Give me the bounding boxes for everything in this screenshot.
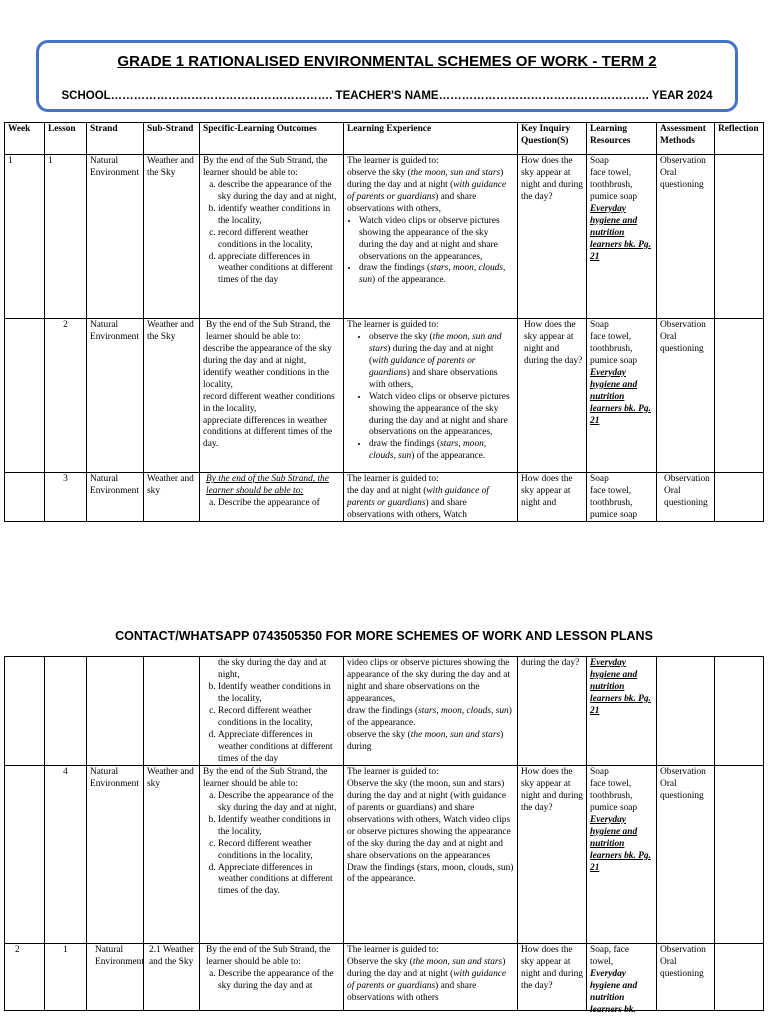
experience-text: Observe the sky (the moon, sun and stars) during the day and at night (with guidance of parents or guardians) and share observations with others [347,956,507,1003]
resources-cell [587,473,657,522]
outcome-item: b. identify weather conditions in the locality, [218,204,340,228]
experience-text: draw the findings (stars, moon, clouds, sun) of the appearance. [347,705,512,728]
outcome-item: b. Identify weather conditions in the locality, [218,682,340,706]
strand-cell: Natural Environment [87,944,144,1011]
document-title: GRADE 1 RATIONALISED ENVIRONMENTAL SCHEMES OF WORK - TERM 2 [117,53,657,70]
outcomes-intro: By the end of the Sub Strand, the learner should be able to: [206,320,331,342]
experience-list [347,216,514,288]
resources-text: Soap face towel, toothbrush, pumice soap [590,474,638,520]
scheme-table-page1 [4,122,764,522]
assessment-cell: Observation Oral questioning [657,155,715,319]
resources-book: Everyday hygiene and nutrition learners bk. Pg. 21 [590,814,651,873]
scheme-table-page2 [4,656,764,1015]
assessment-cell: Observation Oral questioning [657,319,715,473]
outcomes-intro: By the end of the Sub Strand, the learner should be able to: [203,156,328,178]
contact-banner: CONTACT/WHATSAPP 0743505350 FOR MORE SCHEMES OF WORK AND LESSON PLANS [115,629,653,643]
assessment-cell: Observation Oral questioning [657,766,715,944]
table-row [5,473,764,522]
table-row [5,319,764,473]
outcome-item: a. Describe the appearance of the sky during the day and at night, [218,791,340,815]
outcome-line: the sky during the day and at night, [218,658,327,680]
outcomes-list [203,180,340,287]
lesson-cell: 4 [45,766,87,944]
strand-cell [87,657,144,766]
strand-cell: Natural Environment [87,319,144,473]
week-cell: 2 [5,944,45,1011]
outcome-line: appreciate differences in weather conditions at different times of the day. [203,415,333,450]
resources-cell [587,657,657,766]
experience-text: video clips or observe pictures showing the appearance of the sky during the day and at night and share observations on the appearances, [347,658,510,704]
col-assessment: Assessment Methods [657,123,715,155]
experience-item: • Watch video clips or observe pictures showing the appearance of the sky during the day and at night and share observations on the appearances, [359,216,514,264]
assessment-cell [657,473,715,522]
week-cell [5,657,45,766]
week-cell [5,766,45,944]
lesson-cell: 2 [45,319,87,473]
resources-book: Everyday hygiene and nutrition learners bk. Pg. 21 [590,203,651,262]
strand-cell: Natural Environment [87,473,144,522]
experience-item: • Watch video clips or observe pictures showing the appearance of the sky during the day and at night and share observations on the appearances, [369,392,514,440]
learning-experience-cell [344,155,518,319]
outcome-line: describe the appearance of the sky during the day and at night, [203,343,332,366]
experience-item: • draw the findings (stars, moon, clouds, sun) of the appearance. [359,263,514,287]
resources-text: Soap face towel, toothbrush, pumice soap [590,767,638,813]
outcomes-cell [200,657,344,766]
assessment-cell [657,944,715,1011]
col-reflection: Reflection [715,123,764,155]
outcomes-cell [200,766,344,944]
assessment-text: Observation Oral questioning [664,474,710,508]
experience-text: observe the sky (the moon, sun and stars) during [347,729,504,752]
learning-experience-cell [344,944,518,1011]
outcome-item: c. record different weather conditions in the locality, [218,228,340,252]
experience-item: • observe the sky (the moon, sun and stars) during the day and at night (with guidance of parents or guardians) and share observations with others, [369,332,514,392]
col-learning-experience: Learning Experience [344,123,518,155]
guided-intro: The learner is guided to: [347,320,439,330]
reflection-cell [715,155,764,319]
col-lesson: Lesson [45,123,87,155]
learning-experience-cell [344,473,518,522]
outcomes-intro: By the end of the Sub Strand, the learner should be able to: [203,767,328,789]
outcomes-list [203,969,340,993]
resources-text: Soap face towel, toothbrush, pumice soap [590,156,638,202]
sub-strand-cell: Weather and the Sky [144,319,200,473]
reflection-cell [715,473,764,522]
resources-text: Soap, face towel, [590,945,630,967]
lesson-cell: 3 [45,473,87,522]
sub-strand-cell: 2.1 Weather and the Sky [144,944,200,1011]
resources-cell [587,766,657,944]
week-cell [5,473,45,522]
resources-text: Soap face towel, toothbrush, pumice soap [590,320,638,366]
header-box [36,40,738,112]
outcomes-cell [200,155,344,319]
table-header-row [5,123,764,155]
learning-experience-cell [344,657,518,766]
outcomes-cell [200,944,344,1011]
learning-experience-cell [344,766,518,944]
reflection-cell [715,657,764,766]
assessment-text: Observation Oral questioning [660,945,706,979]
outcome-item: d. appreciate differences in weather conditions at different times of the day [218,252,340,288]
key-inquiry-cell: during the day? [518,657,587,766]
col-key-inquiry: Key Inquiry Question(S) [518,123,587,155]
strand-cell: Natural Environment [87,155,144,319]
guided-intro: The learner is guided to: [347,945,439,955]
key-inquiry-text: How does the sky appear at night and during the day? [521,945,583,991]
reflection-cell [715,319,764,473]
key-inquiry-cell: How does the sky appear at night and during the day? [518,155,587,319]
outcomes-list [203,682,340,766]
outcome-item: a. Describe the appearance of [218,498,340,510]
resources-book: Everyday hygiene and nutrition learners bk. Pg. 21 [590,658,651,716]
table-row [5,944,764,1011]
col-outcomes: Specific-Learning Outcomes [200,123,344,155]
resources-book: Everyday hygiene and nutrition learners bk. [590,968,638,1015]
sub-strand-cell: Weather and the Sky [144,155,200,319]
outcome-item: a. Describe the appearance of the sky during the day and at [218,969,340,993]
learning-experience-cell [344,319,518,473]
lesson-cell: 1 [45,944,87,1011]
outcome-item: d. Appreciate differences in weather conditions at different times of the day [218,730,340,766]
sub-strand-cell: Weather and sky [144,766,200,944]
outcome-line: record different weather conditions in the locality, [203,391,335,414]
key-inquiry-cell [518,944,587,1011]
col-strand: Strand [87,123,144,155]
outcomes-intro: By the end of the Sub Strand, the learner should be able to: [206,945,331,967]
key-inquiry-cell [518,473,587,522]
experience-text: Draw the findings (stars, moon, clouds, sun) of the appearance. [347,862,514,885]
table-row [5,155,764,319]
experience-text: observe the sky (the moon, sun and stars) during the day and at night (with guidance of parents or guardians) and share observations with others, [347,167,507,214]
strand-cell: Natural Environment [87,766,144,944]
reflection-cell [715,766,764,944]
sub-strand-cell [144,657,200,766]
week-cell [5,319,45,473]
guided-intro: The learner is guided to: [347,156,439,166]
school-teacher-year-line: SCHOOL…………………………………………………. TEACHER'S NAME………………………………………………. YEAR 2024 [61,90,713,102]
outcome-item: d. Appreciate differences in weather conditions at different times of the day. [218,863,340,899]
col-resources: Learning Resources [587,123,657,155]
key-inquiry-cell: How does the sky appear at night and during the day? [518,319,587,473]
col-sub-strand: Sub-Strand [144,123,200,155]
experience-text: Observe the sky (the moon, sun and stars) during the day and at night (with guidance of parents or guardians) and share observations with others, Watch video clips or observe pictures showing the appearance of the sky during the day and at night and share observations on the appearances [347,778,511,861]
key-inquiry-cell: How does the sky appear at night and during the day? [518,766,587,944]
outcomes-cell [200,473,344,522]
outcome-line: identify weather conditions in the locality, [203,367,330,390]
lesson-cell: 1 [45,155,87,319]
outcomes-cell [200,319,344,473]
col-week: Week [5,123,45,155]
guided-intro: The learner is guided to: [347,474,439,484]
outcomes-list [203,791,340,898]
experience-item: • draw the findings (stars, moon, clouds, sun) of the appearance. [369,439,514,463]
experience-text: the day and at night (with guidance of parents or guardians) and share observations with others, Watch [347,485,489,520]
assessment-cell [657,657,715,766]
outcome-item: c. Record different weather conditions in the locality, [218,706,340,730]
outcome-item: a. describe the appearance of the sky during the day and at night, [218,180,340,204]
guided-intro: The learner is guided to: [347,767,439,777]
sub-strand-cell: Weather and sky [144,473,200,522]
outcomes-intro: By the end of the Sub Strand, the learner should be able to: [206,474,329,496]
week-cell: 1 [5,155,45,319]
lesson-cell [45,657,87,766]
table-row [5,657,764,766]
resources-cell [587,319,657,473]
resources-cell [587,944,657,1015]
resources-cell [587,155,657,319]
experience-list [347,332,514,463]
outcome-item: c. Record different weather conditions in the locality, [218,839,340,863]
outcomes-list [203,498,340,510]
key-inquiry-text: How does the sky appear at night and [521,474,573,508]
reflection-cell [715,944,764,1011]
table-row [5,766,764,944]
resources-book: Everyday hygiene and nutrition learners bk. Pg. 21 [590,367,651,426]
outcome-item: b. Identify weather conditions in the locality, [218,815,340,839]
